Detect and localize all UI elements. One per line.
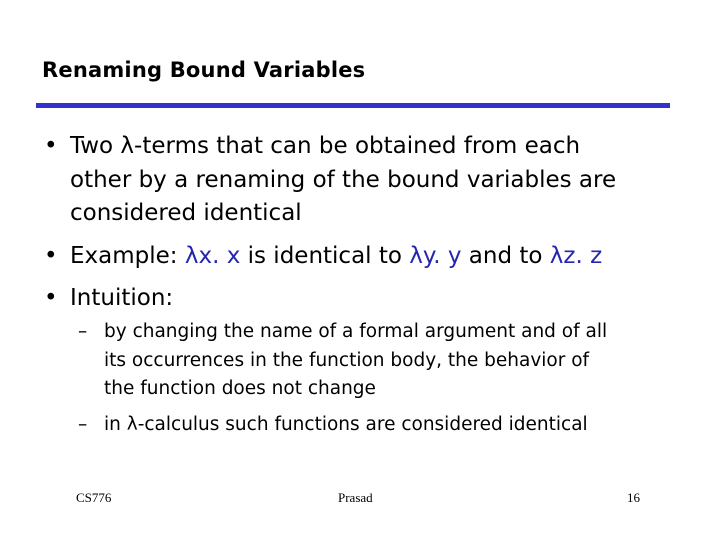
subbullet-marker: – xyxy=(78,414,88,435)
bullet-3: Intuition: xyxy=(70,285,174,311)
footer-course: CS776 xyxy=(76,490,112,505)
subbullet-marker: – xyxy=(78,321,88,342)
lambda-expr-y: λy. y xyxy=(409,243,462,269)
bullet-1-line-3: considered identical xyxy=(70,200,302,226)
subbullet-1-line-3: the function does not change xyxy=(104,378,376,399)
lambda-expr-x: λx. x xyxy=(184,243,241,269)
footer-author: Prasad xyxy=(338,490,373,505)
bullet-1-line-1: Two λ-terms that can be obtained from each xyxy=(70,133,581,159)
bullet-2 xyxy=(70,240,700,272)
bullet-marker: • xyxy=(44,243,58,269)
identical-text: is identical to xyxy=(240,243,410,269)
slide-title: Renaming Bound Variables xyxy=(42,58,366,82)
bullet-marker: • xyxy=(44,133,58,159)
bullet-marker: • xyxy=(44,285,58,311)
footer-page-number: 16 xyxy=(627,490,640,505)
subbullet-1-line-1: by changing the name of a formal argument and of all xyxy=(104,321,608,342)
subbullet-2: in λ-calculus such functions are considered identical xyxy=(104,414,588,435)
lambda-expr-z: λz. z xyxy=(549,243,603,269)
title-underline xyxy=(36,103,670,108)
subbullet-1-line-2: its occurrences in the function body, the behavior of xyxy=(104,350,590,371)
and-text: and to xyxy=(461,243,550,269)
example-label: Example: xyxy=(70,243,185,269)
bullet-1-line-2: other by a renaming of the bound variables are xyxy=(70,167,617,193)
